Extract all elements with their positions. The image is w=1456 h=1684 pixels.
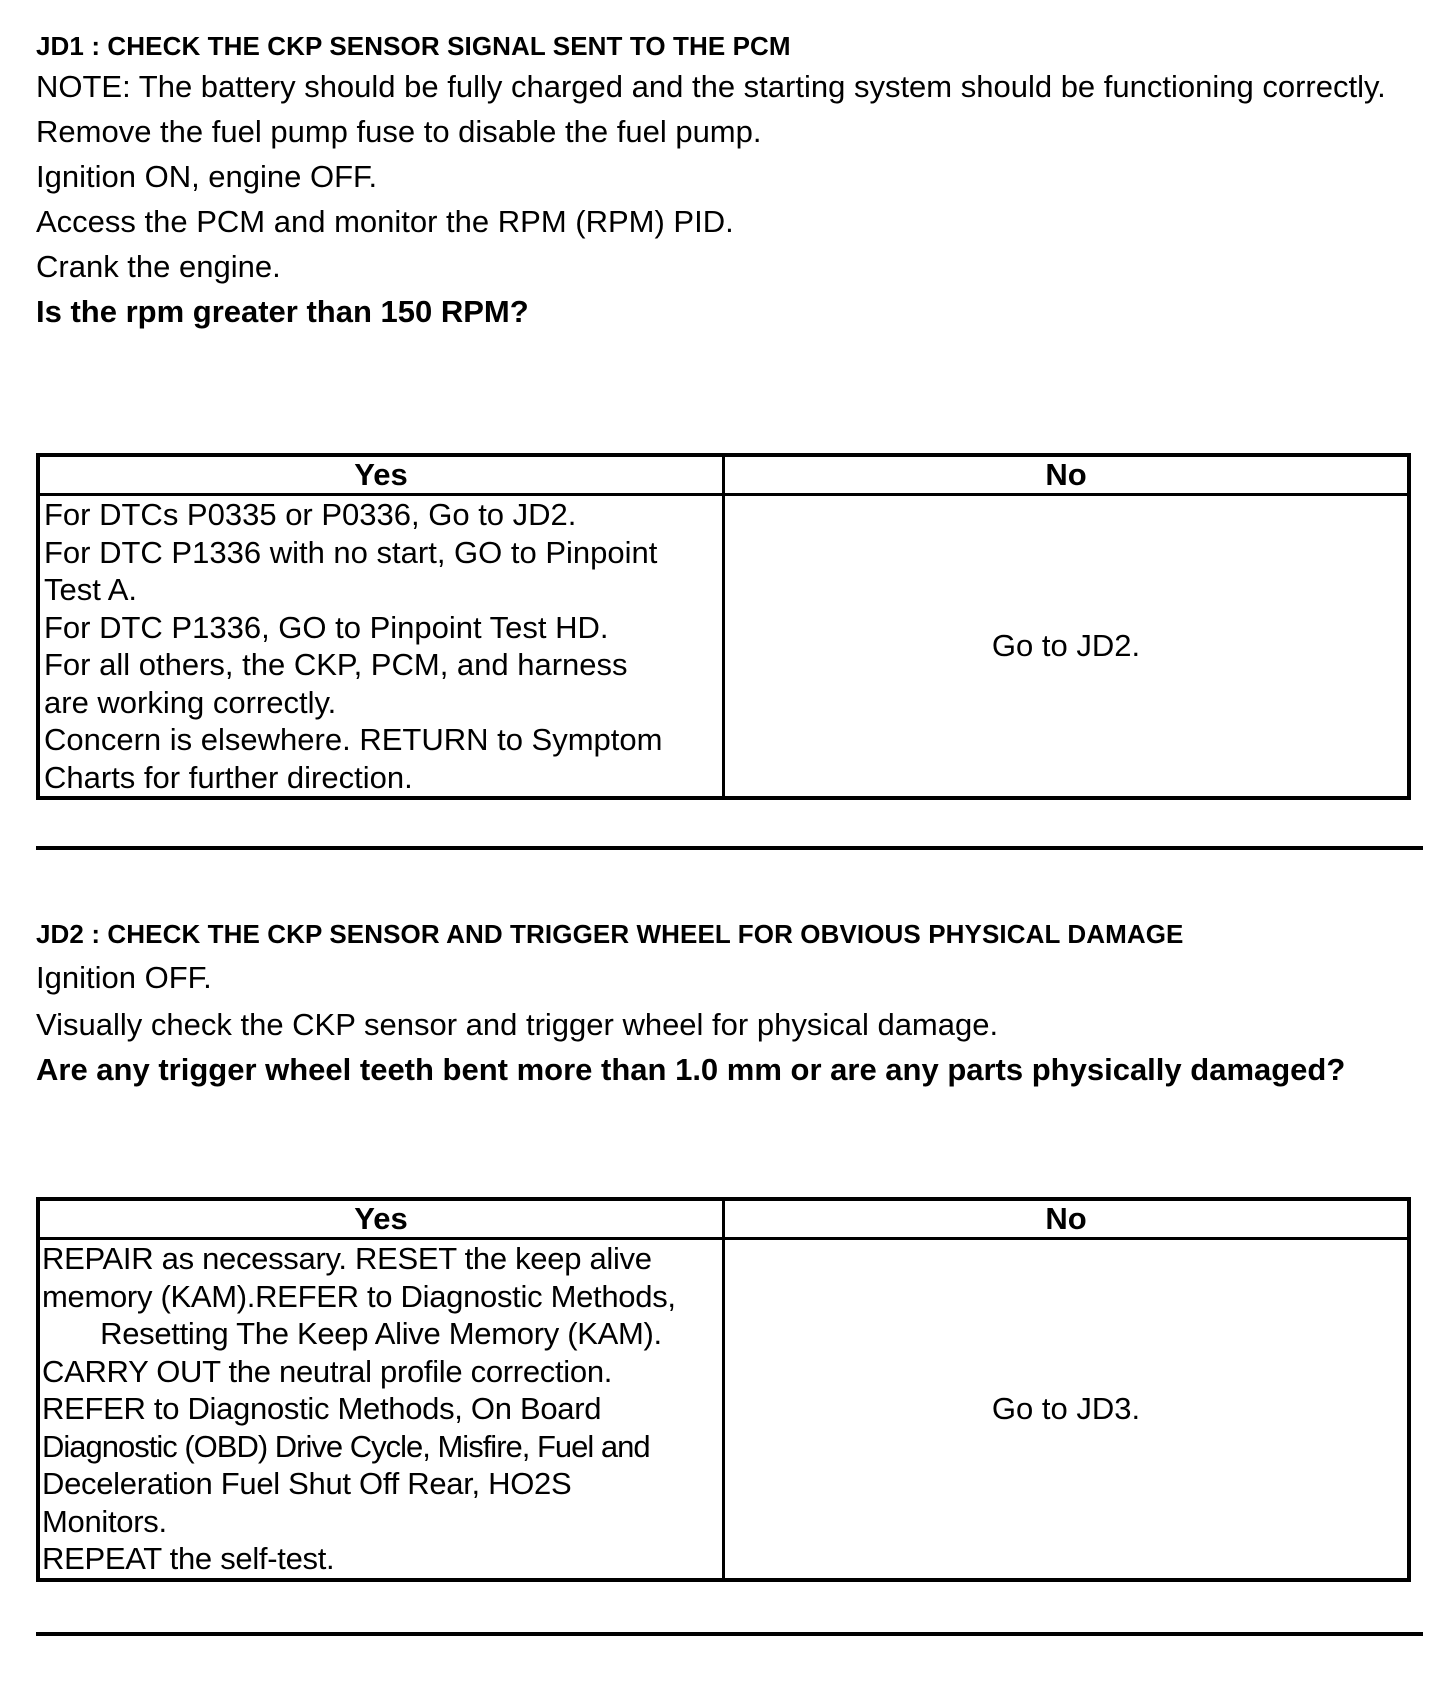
no-header: No bbox=[724, 455, 1410, 495]
table-row bbox=[38, 1239, 1409, 1580]
yes-line: Concern is elsewhere. RETURN to Symptom bbox=[44, 722, 663, 757]
jd2-heading: JD2 : CHECK THE CKP SENSOR AND TRIGGER WHEEL FOR OBVIOUS PHYSICAL DAMAGE bbox=[36, 919, 1184, 949]
jd2-result-table bbox=[36, 1197, 1411, 1582]
jd2-question: Are any trigger wheel teeth bent more than 1.0 mm or are any parts physically damaged? bbox=[36, 1052, 1346, 1087]
yes-line: Test A. bbox=[44, 572, 138, 607]
yes-line: REFER to Diagnostic Methods, On Board bbox=[42, 1391, 602, 1426]
jd2-step-ignition: Ignition OFF. bbox=[36, 960, 212, 995]
no-cell: Go to JD3. bbox=[724, 1239, 1410, 1580]
yes-header: Yes bbox=[38, 455, 724, 495]
jd1-question: Is the rpm greater than 150 RPM? bbox=[36, 294, 529, 329]
jd1-heading: JD1 : CHECK THE CKP SENSOR SIGNAL SENT TO THE PCM bbox=[36, 31, 791, 61]
jd1-result-table bbox=[36, 453, 1411, 800]
yes-line: For all others, the CKP, PCM, and harness bbox=[44, 647, 628, 682]
no-header: No bbox=[724, 1199, 1410, 1239]
yes-line: For DTC P1336 with no start, GO to Pinpoint bbox=[44, 534, 658, 570]
section-divider bbox=[36, 1632, 1423, 1636]
table-header-row bbox=[38, 455, 1409, 495]
yes-line: are working correctly. bbox=[44, 684, 337, 720]
yes-line: Resetting The Keep Alive Memory (KAM). bbox=[100, 1316, 662, 1351]
yes-line: Charts for further direction. bbox=[44, 759, 413, 795]
jd2-step-visual: Visually check the CKP sensor and trigger wheel for physical damage. bbox=[36, 1007, 999, 1042]
yes-line: For DTC P1336, GO to Pinpoint Test HD. bbox=[44, 609, 609, 645]
yes-line: CARRY OUT the neutral profile correction. bbox=[42, 1353, 613, 1389]
yes-line: For DTCs P0335 or P0336, Go to JD2. bbox=[44, 497, 577, 532]
yes-line: Deceleration Fuel Shut Off Rear, HO2S bbox=[42, 1466, 572, 1501]
jd1-step-fuse: Remove the fuel pump fuse to disable the fuel pump. bbox=[36, 114, 762, 149]
no-cell: Go to JD2. bbox=[724, 495, 1410, 799]
section-divider bbox=[36, 846, 1423, 850]
table-header-row bbox=[38, 1199, 1409, 1239]
yes-line: REPAIR as necessary. RESET the keep alive bbox=[42, 1241, 652, 1276]
yes-cell bbox=[38, 495, 724, 799]
yes-header: Yes bbox=[38, 1199, 724, 1239]
jd1-section bbox=[36, 30, 1421, 330]
yes-line: Monitors. bbox=[42, 1503, 167, 1539]
jd1-step-access: Access the PCM and monitor the RPM (RPM) PID. bbox=[36, 204, 734, 239]
table-row bbox=[38, 495, 1409, 799]
jd1-step-crank: Crank the engine. bbox=[36, 249, 281, 284]
jd1-step-ignition: Ignition ON, engine OFF. bbox=[36, 159, 378, 194]
yes-line: memory (KAM).REFER to Diagnostic Methods, bbox=[42, 1278, 676, 1314]
yes-cell bbox=[38, 1239, 724, 1580]
yes-line: Diagnostic (OBD) Drive Cycle, Misfire, Fuel and bbox=[42, 1428, 650, 1464]
yes-line: REPEAT the self-test. bbox=[42, 1541, 335, 1576]
jd2-section bbox=[36, 918, 1421, 1088]
jd1-step-note: NOTE: The battery should be fully charged and the starting system should be functioning correctly. bbox=[36, 69, 1386, 104]
